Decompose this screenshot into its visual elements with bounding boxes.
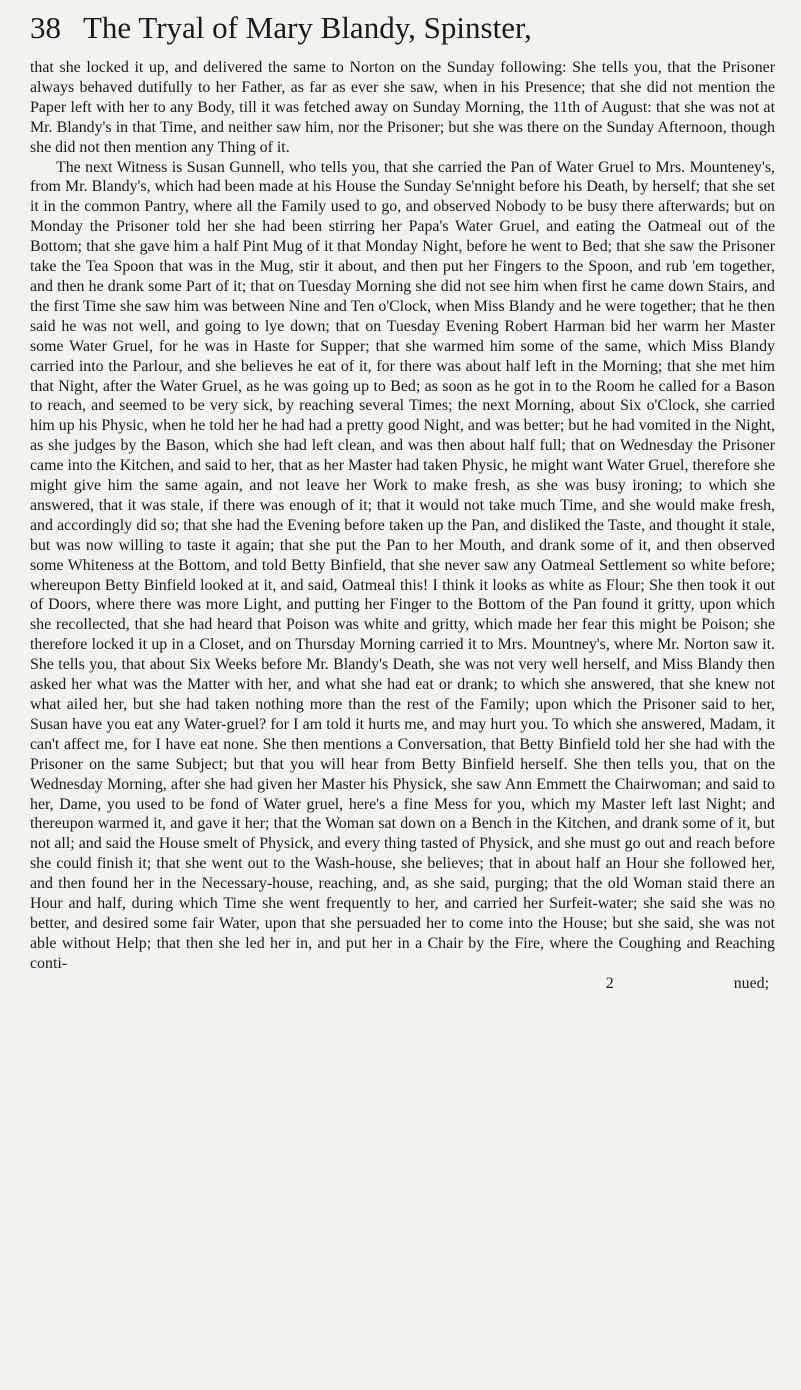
body-text bbox=[30, 58, 775, 974]
paragraph: The next Witness is Susan Gunnell, who tells you, that she carried the Pan of Water Gruel to Mrs. Mounteney's, from Mr. Blandy's, which had been made at his House the Sunday Se'nnight before his Death, by herself; that she set it in the common Pantry, where all the Family used to go, and observed Nobody to be busy there afterwards; but on Monday the Prisoner told her she had been stirring her Papa's Water Gruel, and eating the Oatmeal out of the Bottom; that she gave him a half Pint Mug of it that Monday Night, before he went to Bed; that she saw the Prisoner take the Tea Spoon that was in the Mug, stir it about, and then put her Fingers to the Spoon, and rub 'em together, and then he drank some Part of it; that on Tuesday Morning she did not see him when first he came down Stairs, and the first Time she saw him was between Nine and Ten o'Clock, when Miss Blandy and he were together; that he then said he was not well, and going to lye down; that on Tuesday Evening Robert Harman bid her warm her Master some Water Gruel, for he was in Haste for Supper; that she warmed him some of the same, which Miss Blandy carried into the Parlour, and she believes he eat of it, for there was about half left in the Morning; that she met him that Night, after the Water Gruel, as he was going up to Bed; as soon as he got in to the Room he called for a Bason to reach, and seemed to be very sick, by reaching several Times; the next Morning, about Six o'Clock, she carried him up his Physic, when he told her he had had a pretty good Night, and was better; but he had vomited in the Night, as she judges by the Bason, which she had left clean, and was then about half full; that on Wednesday the Prisoner came into the Kitchen, and said to her, that as her Master had taken Physic, he might want Water Gruel, therefore she might give him the same again, and not leave her Work to make fresh, as she was busy ironing; to which she answered, that it was stale, if there was enough of it; that it would not take much Time, and she would make fresh, and accordingly did so; that she had the Evening before taken up the Pan, and disliked the Taste, and thought it stale, but was now willing to taste it again; that she put the Pan to her Mouth, and drank some of it, and then observed some Whiteness at the Bottom, and told Betty Binfield, that she never saw any Oatmeal Settlement so white before; whereupon Betty Binfield looked at it, and said, Oatmeal this! I think it looks as white as Flour; She then took it out of Doors, where there was more Light, and putting her Finger to the Bottom of the Pan found it gritty, upon which she recollected, that she had heard that Poison was white and gritty, which made her fear this might be Poison; she therefore locked it up in a Closet, and on Thursday Morning carried it to Mrs. Mountney's, where Mr. Norton saw it. She tells you, that about Six Weeks before Mr. Blandy's Death, she was not very well herself, and Miss Blandy then asked her what was the Matter with her, and what she had eat or drank; to which she answered, that she knew not what ailed her, but she had taken nothing more than the rest of the Family; upon which the Prisoner said to her, Susan have you eat any Water-gruel? for I am told it hurts me, and may hurt you. To which she answered, Madam, it can't affect me, for I have eat none. She then mentions a Conversation, that Betty Binfield told her she had with the Prisoner on the same Subject; but that you will hear from Betty Binfield herself. She then tells you, that on the Wednesday Morning, after she had given her Master his Physick, she saw Ann Emmett the Chairwoman; and said to her, Dame, you used to be fond of Water gruel, here's a fine Mess for you, which my Master left last Night; and thereupon warmed it, and gave it her; that the Woman sat down on a Bench in the Kitchen, and drank some of it, but not all; and said the House smelt of Physick, and every thing tasted of Physick, and she must go out and reach before she could finish it; that she went out to the Wash-house, she believes; that in about half an Hour she followed her, and then found her in the Necessary-house, reaching, and, as she said, purging; that the old Woman staid there an Hour and half, during which Time she went frequently to her, and carried her Surfeit-water; she said she was no better, and desired some fair Water, upon that she persuaded her to come into the House; but she said, she was not able without Help; that then she led her in, and put her in a Chair by the Fire, where the Coughing and Reaching conti- bbox=[30, 158, 775, 972]
running-title: The Tryal of Mary Blandy, Spinster, bbox=[83, 10, 532, 45]
book-page bbox=[30, 10, 775, 1380]
catchword: nued; bbox=[733, 974, 769, 992]
page-number: 38 bbox=[30, 10, 61, 45]
page-footer bbox=[30, 974, 775, 994]
running-header bbox=[30, 10, 775, 56]
signature-mark: 2 bbox=[605, 974, 614, 992]
paragraph: that she locked it up, and delivered the same to Norton on the Sunday following: She tells you, that the Prisoner always behaved dutifully to her Father, as far as ever she saw, when in his Presence; that she did not mention the Paper left with her to any Body, till it was fetched away on Sunday Morning, the 11th of August: that she was not at Mr. Blandy's in that Time, and neither saw him, nor the Prisoner; but she was there on the Sunday Afternoon, though she did not then mention any Thing of it. bbox=[30, 59, 775, 156]
